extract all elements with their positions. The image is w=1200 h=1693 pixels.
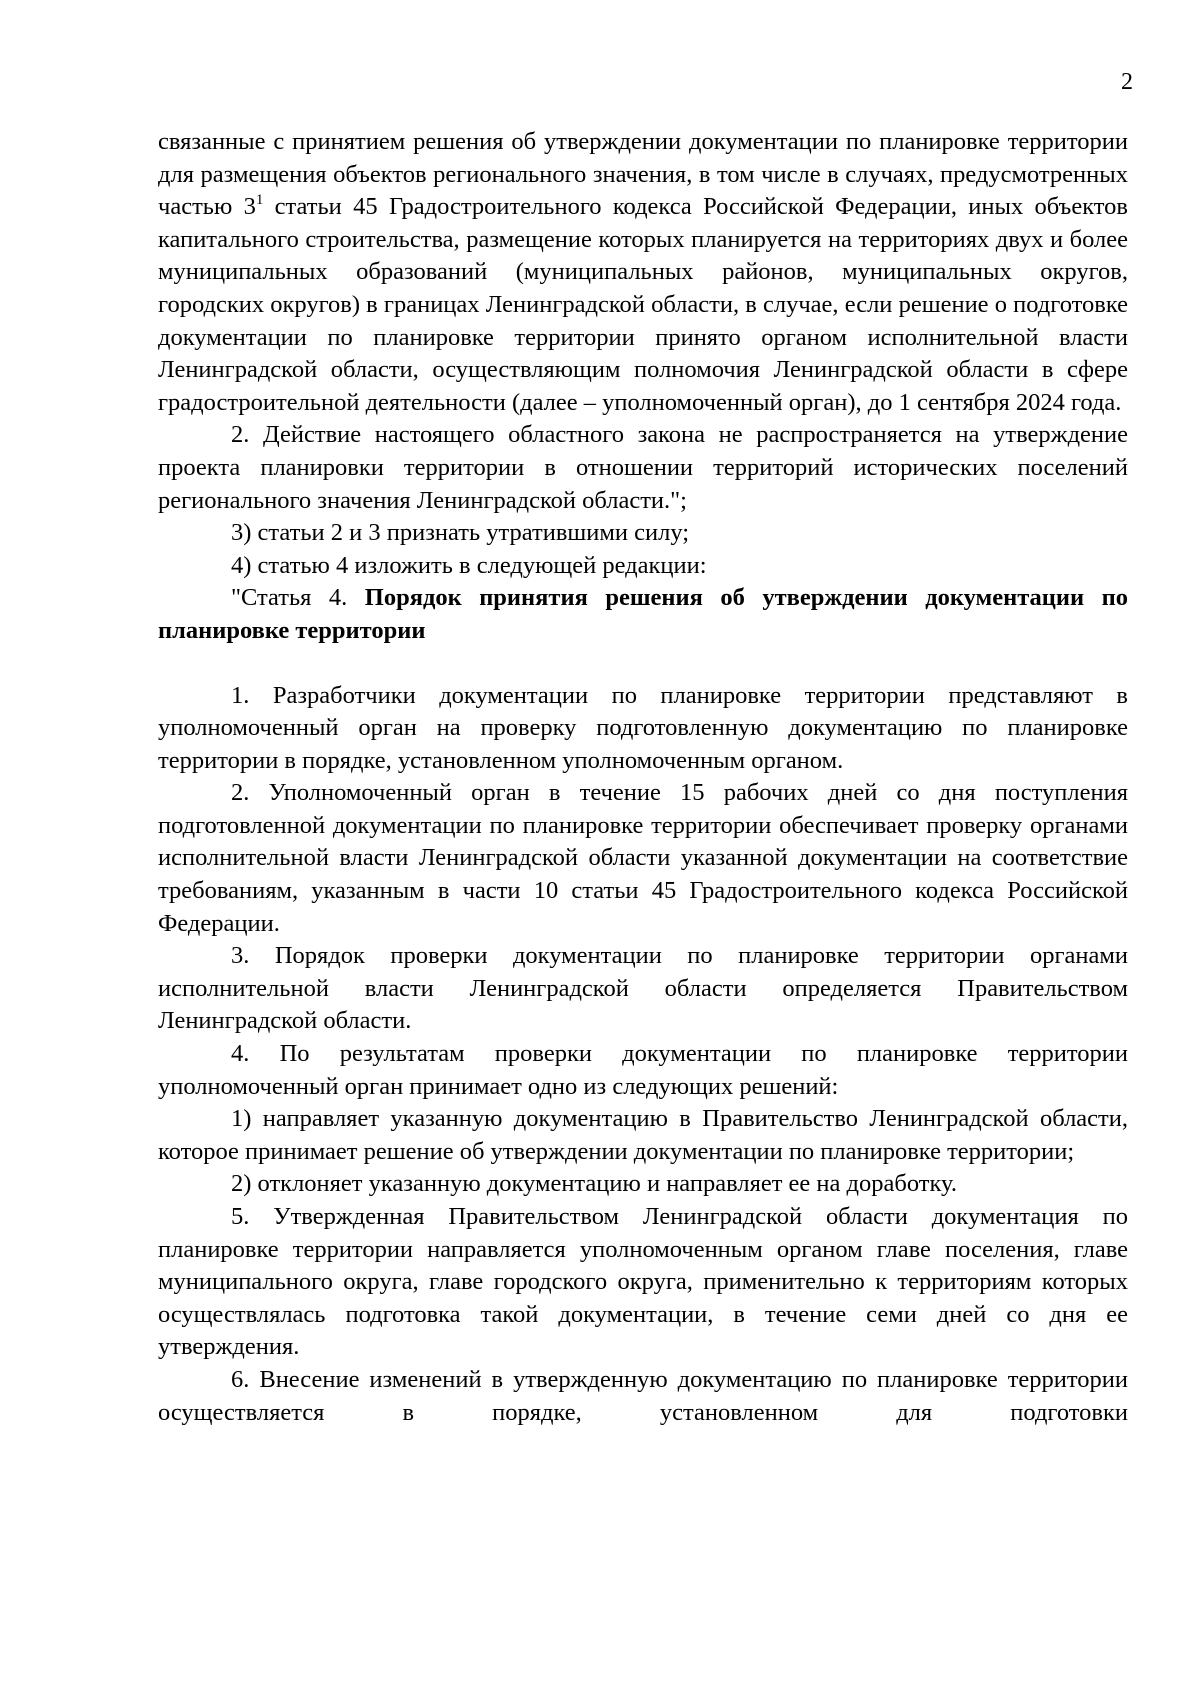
article-subitem-1: 1) направляет указанную документацию в Правительство Ленинградской области, которое принимает решение об утверждении документации по планировке территории; [158, 1105, 1128, 1165]
article-subitem-2: 2) отклоняет указанную документацию и направляет ее на доработку. [231, 1170, 957, 1198]
paragraph-continuation [158, 126, 1128, 419]
document-body [158, 126, 1128, 1429]
article-paragraph-4: 4. По результатам проверки документации по планировке территории уполномоченный орган принимает одно из следующих решений: [158, 1040, 1128, 1100]
article-paragraph-6: 6. Внесение изменений в утвержденную документацию по планировке территории осуществляется в порядке, установленном для подготовки [158, 1365, 1128, 1426]
paragraph-item-2: 2. Действие настоящего областного закона не распространяется на утверждение проекта планировки территории в отношении территорий исторических поселений регионального значения Ленинградской области."; [158, 421, 1128, 514]
article-paragraph-2: 2. Уполномоченный орган в течение 15 рабочих дней со дня поступления подготовленной документации по планировке территории обеспечивает проверку органами исполнительной власти Ленинградской области указанной документации на соответствие требованиям, указанным в части 10 статьи 45 Градостроительного кодекса Российской Федерации. [158, 779, 1128, 937]
paragraph-continuation-text-start: связанные с принятием решения об утверждении документации по планировке территории для размещения объектов регионального значения, в том числе в случаях, предусмотренных частью 3 [158, 128, 1128, 221]
paragraph-item-4: 4) статью 4 изложить в следующей редакции: [231, 551, 707, 579]
article-heading-title: Порядок принятия решения об утверждении документации по планировке территории [158, 584, 1129, 644]
article-paragraph-1: 1. Разработчики документации по планировке территории представляют в уполномоченный орган на проверку подготовленную документацию по планировке территории в порядке, установленном уполномоченным органом. [158, 681, 1128, 774]
paragraph-item-3: 3) статьи 2 и 3 признать утратившими силу; [231, 519, 690, 547]
superscript-1: 1 [255, 192, 264, 209]
article-paragraph-3: 3. Порядок проверки документации по планировке территории органами исполнительной власти Ленинградской области определяется Правительством Ленинградской области. [158, 942, 1128, 1035]
article-heading [158, 582, 1128, 647]
page-number: 2 [1121, 69, 1133, 95]
article-paragraph-5: 5. Утвержденная Правительством Ленинградской области документация по планировке территории направляется уполномоченным органом главе поселения, главе муниципального округа, главе городского округа, применительно к территориям которых осуществлялась подготовка такой документации, в течение семи дней со дня ее утверждения. [158, 1203, 1128, 1361]
paragraph-continuation-text-end: статьи 45 Градостроительного кодекса Российской Федерации, иных объектов капитального строительства, размещение которых планируется на территориях двух и более муниципальных образований (муниципальных районов, муниципальных округов, городских округов) в границах Ленинградской области, в случае, если решение о подготовке документации по планировке территории принято органом исполнительной власти Ленинградской области, осуществляющим полномочия Ленинградской области в сфере градостроительной деятельности (далее – уполномоченный орган), до 1 сентября 2024 года. [158, 193, 1128, 416]
article-heading-prefix: "Статья 4. [231, 584, 365, 612]
